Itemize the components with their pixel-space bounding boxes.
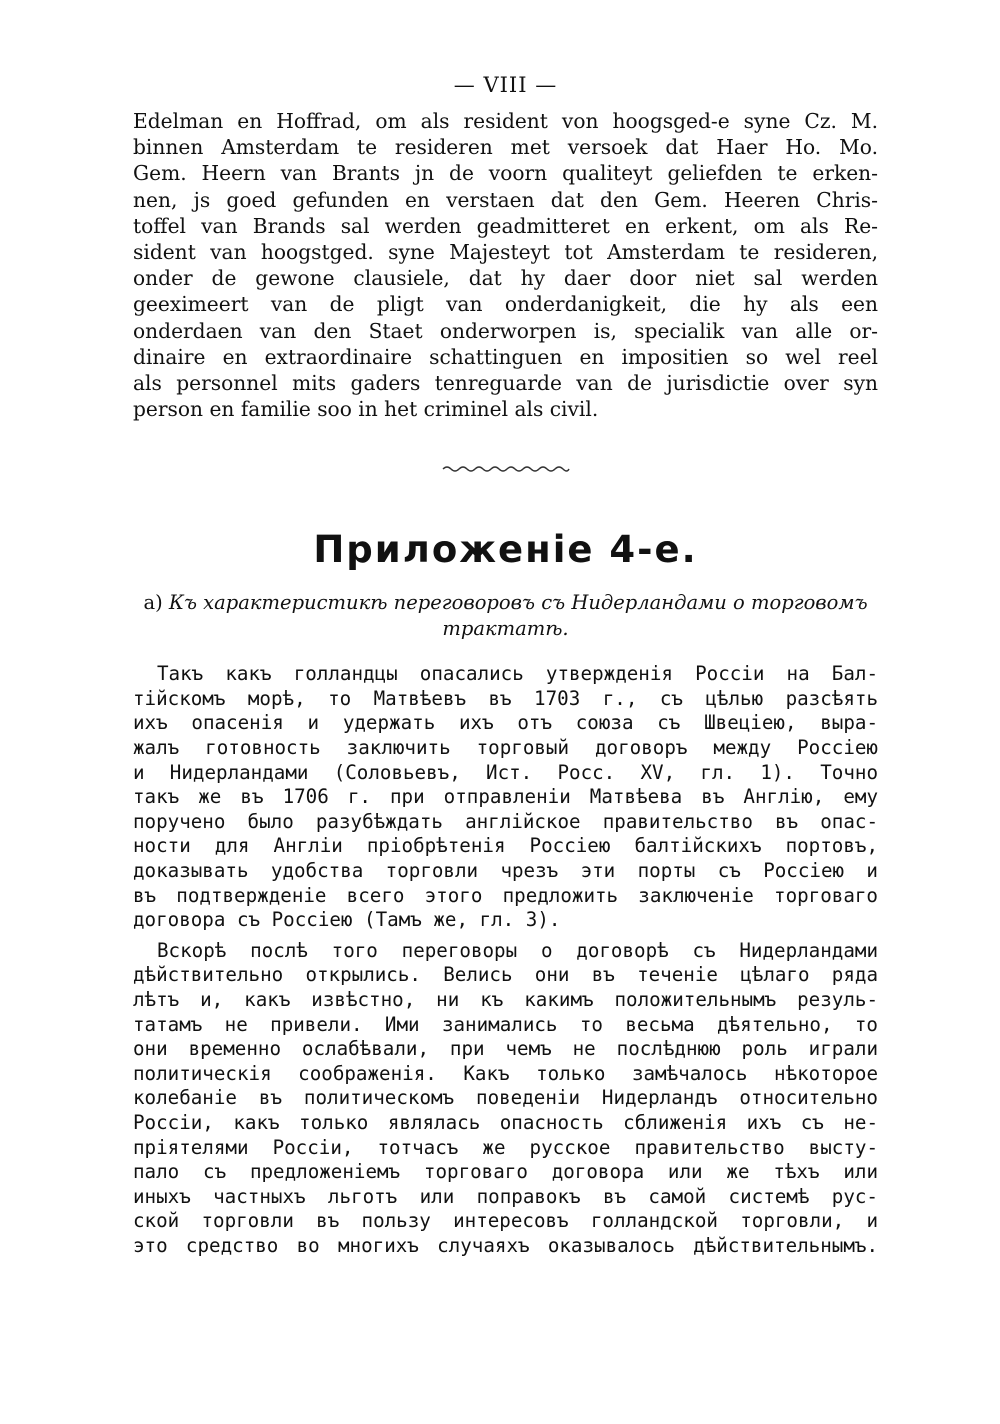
text-line: geeximeert van de pligt van onderdanigkeit, die hy als een	[133, 292, 878, 317]
text-line: поручено было разубѣждать англiйское правительство въ опас-	[133, 809, 878, 833]
russian-paragraph-1	[133, 662, 878, 933]
text-line: такъ же въ 1706 г. при отправленiи Матвѣева въ Англiю, ему	[133, 785, 878, 809]
text-line: дѣйствительно открылись. Велись они въ теченiе цѣлаго ряда	[133, 963, 878, 987]
wavy-divider-icon	[441, 463, 571, 475]
text-line: жалъ готовность заключить торговый договоръ между Россiею	[133, 736, 878, 760]
text-line: nen, js goed gefunden en verstaen dat den Gem. Heeren Chris-	[133, 187, 878, 212]
text-line: onderdaen van den Staet onderworpen is, specialik van alle or-	[133, 318, 878, 343]
text-line: Вскорѣ послѣ того переговоры о договорѣ съ Нидерландами	[157, 938, 878, 962]
text-line: тiйскомъ морѣ, то Матвѣевъ въ 1703 г., съ цѣлью разсѣять	[133, 686, 878, 710]
text-line: toffel van Brands sal werden geadmitteret en erkent, om als Re-	[133, 213, 878, 238]
text-line: лѣтъ и, какъ извѣстно, ни къ какимъ положительнымъ резуль-	[133, 987, 878, 1011]
text-line: ской торговли въ пользу интересовъ голландской торговли, и	[133, 1209, 878, 1233]
text-line: sident van hoogstged. syne Majesteyt tot Amsterdam te resideren,	[133, 239, 878, 264]
text-line: татамъ не привели. Ими занимались то весьма дѣятельно, то	[133, 1012, 878, 1036]
russian-paragraph-2	[133, 939, 878, 1259]
subtitle-marker: a)	[143, 591, 163, 615]
text-line: политическiя соображенiя. Какъ только замѣчалось нѣкоторое	[133, 1061, 878, 1085]
text-line: als personnel mits gaders tenreguarde van de jurisdictie over syn	[133, 370, 878, 395]
appendix-subtitle	[133, 590, 878, 642]
text-line: Gem. Heern van Brants jn de voorn qualiteyt geliefden te erken-	[133, 161, 878, 186]
text-line: пало съ предложенiемъ торговаго договора или же тѣхъ или	[133, 1160, 878, 1184]
subtitle-line-2: трактатѣ.	[442, 617, 569, 641]
page-number: — VIII —	[453, 73, 558, 97]
text-line: dinaire en extraordinaire schattinguen en impositien so wel reel	[133, 344, 878, 369]
dutch-text-block	[133, 108, 878, 422]
text-line: ности для Англiи прiобрѣтенiя Россiею балтiйскихъ портовъ,	[133, 834, 878, 858]
text-line: Edelman en Hoffrad, om als resident von hoogsged-e syne Cz. M.	[133, 109, 878, 133]
text-line: binnen Amsterdam te resideren met versoek dat Haer Ho. Mo.	[133, 135, 878, 160]
text-line: колебанiе въ политическомъ поведенiи Нидерландъ относительно	[133, 1086, 878, 1110]
text-line: onder de gewone clausiele, dat hy daer door niet sal werden	[133, 266, 878, 291]
text-line: они временно ослабѣвали, при чемъ не послѣднюю роль играли	[133, 1037, 878, 1061]
text-line: и Нидерландами (Соловьевъ, Ист. Росс. XV, гл. 1). Точно	[133, 760, 878, 784]
text-line: доказывать удобства торговли чрезъ эти порты съ Россiею и	[133, 859, 878, 882]
document-page	[133, 72, 878, 1259]
text-line: въ подтвержденiе всего этого предложить заключенiе торговаго	[133, 883, 878, 907]
text-line: Такъ какъ голландцы опасались утвержденiя Россiи на Бал-	[157, 662, 878, 686]
text-line: прiятелями Россiи, тотчасъ же русское правительство высту-	[133, 1135, 878, 1159]
text-line: иныхъ частныхъ льготъ или поправокъ въ самой системѣ рус-	[133, 1184, 878, 1208]
text-line: person en familie soo in het criminel als civil.	[133, 397, 599, 422]
appendix-title: Приложенiе 4-е.	[313, 528, 698, 572]
text-line: это средство во многихъ случаяхъ оказывалось дѣйствительнымъ.	[133, 1233, 878, 1257]
text-line: договора съ Россiею (Тамъ же, гл. 3).	[133, 908, 561, 932]
text-line: ихъ опасенiя и удержать ихъ отъ союза съ Швецiею, выра-	[133, 711, 878, 735]
section-divider-ornament	[133, 460, 878, 480]
subtitle-line-1: Къ характеристикѣ переговоровъ съ Нидерландами о торговомъ	[168, 591, 868, 615]
text-line: Россiи, какъ только являлась опасность сближенiя ихъ съ не-	[133, 1110, 878, 1134]
